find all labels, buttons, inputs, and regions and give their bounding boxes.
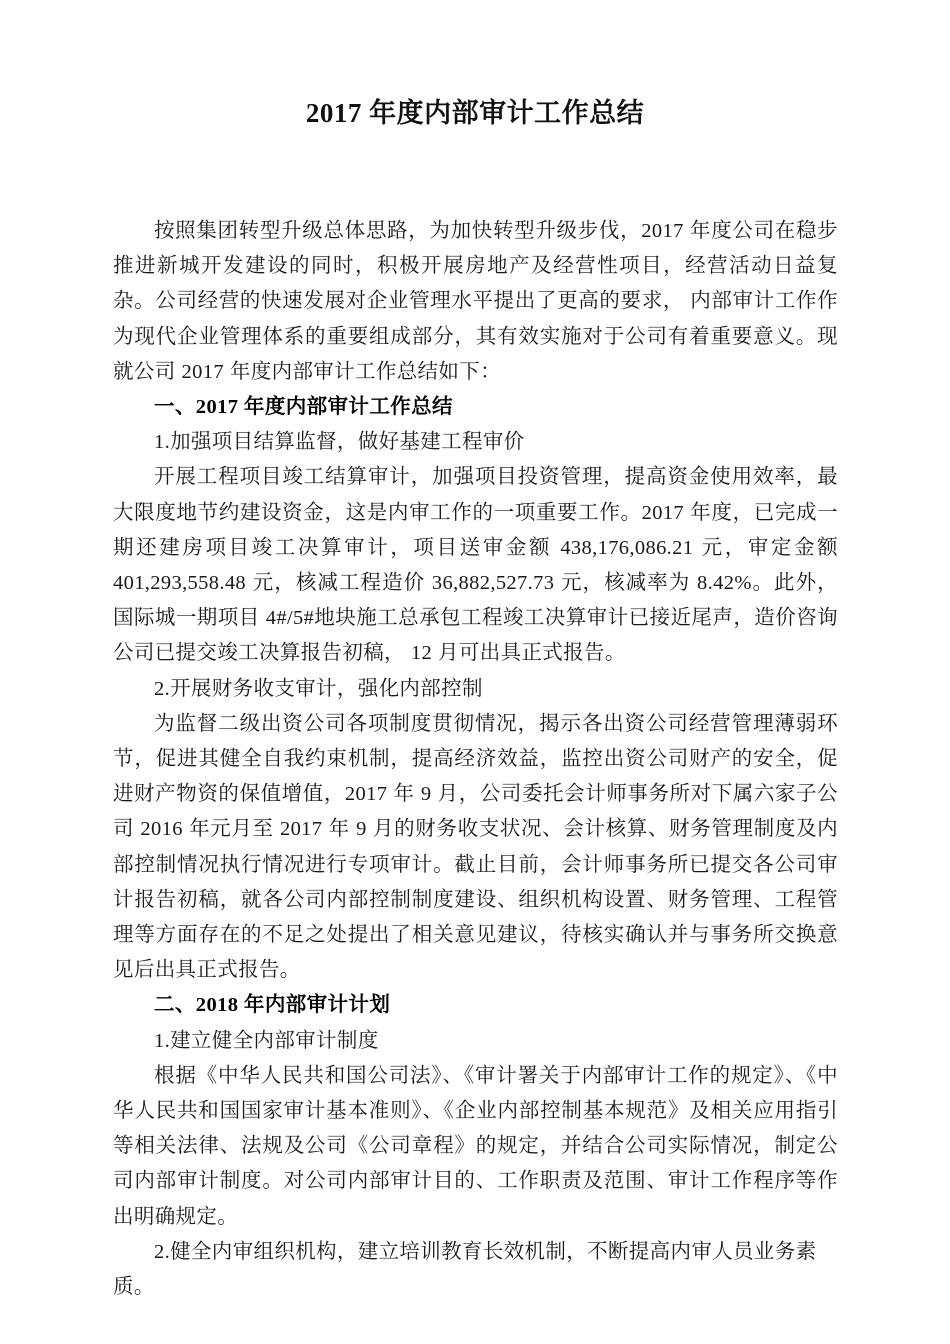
paragraph-intro: 按照集团转型升级总体思路，为加快转型升级步伐，2017 年度公司在稳步推进新城开发建设的同时，积极开展房地产及经营性项目，经营活动日益复杂。公司经营的快速发展对企业管理水平提出了更高的要求， 内部审计工作作为现代企业管理体系的重要组成部分，其有效实施对于公司有着重要意义。现就公司 2017 年度内部审计工作总结如下： xyxy=(113,220,838,383)
subheading-1-1: 1.加强项目结算监督，做好基建工程审价 xyxy=(154,431,525,454)
paragraph-1-1: 开展工程项目竣工结算审计，加强项目投资管理，提高资金使用效率，最大限度地节约建设资金，这是内审工作的一项重要工作。2017 年度，已完成一期还建房项目竣工决算审计，项目送审金额 438,176,086.21 元，审定金额 401,293,558.48 元，核减工程造价 36,882,527.73 元，核减率为 8.42%。此外，国际城一期项目 4#/5#地块施工总承包工程竣工决算审计已接近尾声，造价咨询公司已提交竣工决算报告初稿， 12 月可出具正式报告。 xyxy=(113,466,838,665)
section-heading-2: 二、2018 年内部审计计划 xyxy=(154,994,391,1017)
page-title: 2017 年度内部审计工作总结 xyxy=(305,98,645,128)
title-spacer xyxy=(0,130,950,214)
paragraph-2-1: 根据《中华人民共和国公司法》、《审计署关于内部审计工作的规定》、《中华人民共和国国家审计基本准则》、《企业内部控制基本规范》及相关应用指引等相关法律、法规及公司《公司章程》的规定，并结合公司实际情况，制定公司内部审计制度。对公司内部审计目的、工作职责及范围、审计工作程序等作出明确规定。 xyxy=(113,1064,838,1228)
section-heading-1: 一、2017 年度内部审计工作总结 xyxy=(154,396,453,419)
subheading-2-2: 2.健全内审组织机构，建立培训教育长效机制，不断提高内审人员业务素质。 xyxy=(113,1240,817,1299)
subheading-2-1: 1.建立健全内部审计制度 xyxy=(154,1029,379,1052)
subheading-1-2: 2.开展财务收支审计，强化内部控制 xyxy=(154,677,483,700)
document-body xyxy=(113,214,838,1305)
paragraph-1-2: 为监督二级出资公司各项制度贯彻情况，揭示各出资公司经营管理薄弱环节，促进其健全自我约束机制，提高经济效益，监控出资公司财产的安全，促进财产物资的保值增值，2017 年 9 月，公司委托会计师事务所对下属六家子公司 2016 年元月至 2017 年 9 月的财务收支状况、会计核算、财务管理制度及内部控制情况执行情况进行专项审计。截止目前，会计师事务所已提交各公司审计报告初稿，就各公司内部控制制度建设、组织机构设置、财务管理、工程管理等方面存在的不足之处提出了相关意见建议，待核实确认并与事务所交换意见后出具正式报告。 xyxy=(113,712,838,982)
